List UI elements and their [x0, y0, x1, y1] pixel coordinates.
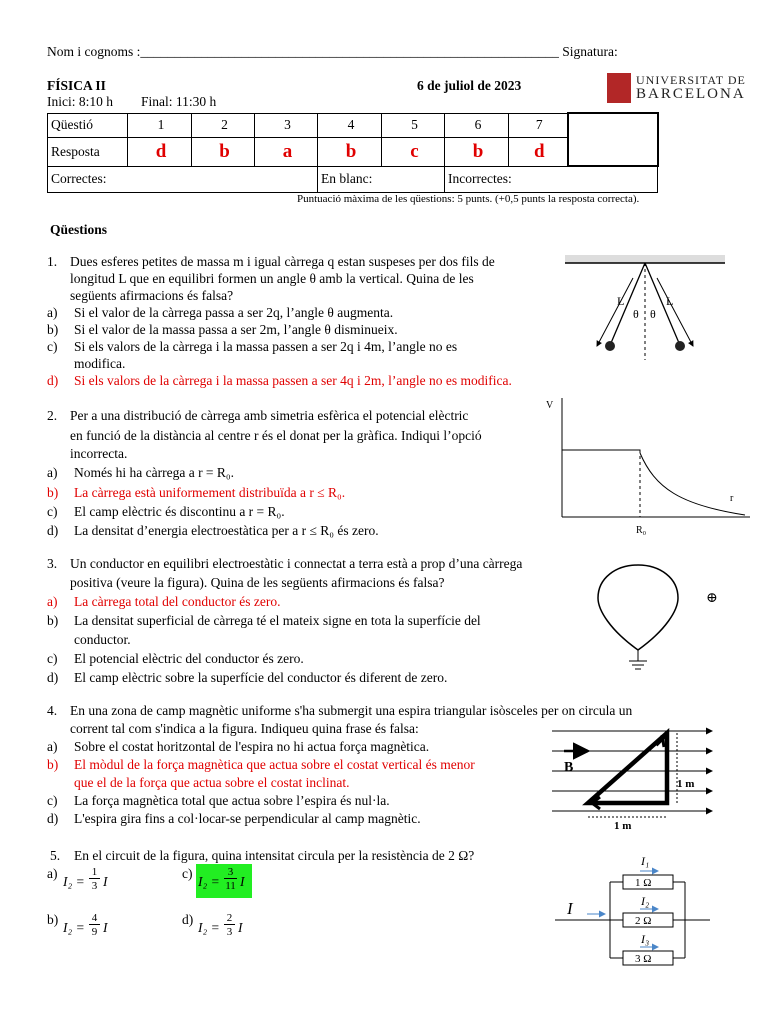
q5-circuit-figure [555, 850, 715, 968]
q5-number: 5. [50, 848, 61, 863]
q1-option-letter: a) [47, 305, 58, 320]
q1-stem-line: Dues esferes petites de massa m i igual càrrega q estan suspeses per dos fils de [70, 254, 495, 269]
university-name-bottom: BARCELONA [636, 86, 746, 102]
q2-option-letter: d) [47, 523, 59, 538]
scoring-note: Puntuació màxima de les qüestions: 5 punts. (+0,5 punts la resposta correcta). [297, 193, 640, 205]
name-line[interactable]: ______________________________________________________________ [140, 44, 559, 59]
q1-stem-line: següents afirmacions és falsa? [70, 288, 234, 303]
q1-number: 1. [47, 254, 58, 269]
signature-label: Signatura: [562, 44, 618, 59]
potential-constant [562, 450, 640, 453]
question-number: 4 [318, 113, 382, 137]
q4-option-a[interactable]: Sobre el costat horitzontal de l'espira no hi actua força magnètica. [74, 739, 430, 754]
q2-number: 2. [47, 408, 58, 423]
q1-option-d-correct[interactable]: Si els valors de la càrrega i la massa passen a ser 4q i 2m, l’angle no es modifica. [74, 373, 512, 388]
q4-number: 4. [47, 703, 58, 718]
answer-label: Resposta [48, 137, 128, 166]
q3-option-letter: d) [47, 670, 59, 685]
q4-option-letter: d) [47, 811, 59, 826]
question-number: 3 [255, 113, 318, 137]
q5-rhs: I [103, 920, 108, 935]
answer-cell[interactable]: c [382, 137, 445, 166]
resistor-2-label: 2 Ω [635, 915, 652, 927]
question-number: 1 [128, 113, 192, 137]
q3-conductor-figure [590, 560, 730, 680]
q1-option-c[interactable]: Si els valors de la càrrega i la massa passen a ser 2q i 4m, l’angle no es [74, 339, 458, 354]
section-title: Qüestions [50, 222, 108, 237]
totals-row [48, 166, 658, 192]
resistor-1-label: 1 Ω [635, 877, 652, 889]
q5-option-b[interactable] [47, 912, 108, 938]
conductor-shape [598, 565, 678, 650]
q5-option-letter: d) [182, 912, 194, 927]
axis-label-v: V [546, 400, 554, 411]
q4-option-letter: a) [47, 739, 58, 754]
q5-option-c-correct[interactable] [182, 866, 245, 892]
current-I3-label: I₃ [641, 932, 650, 946]
axis-label-r0: R₀ [636, 525, 647, 536]
q3-number: 3. [47, 556, 58, 571]
q3-option-letter: b) [47, 613, 59, 628]
current-I-label: I [567, 899, 573, 918]
name-row [47, 44, 618, 60]
question-label: Qüestió [48, 113, 128, 137]
q3-option-b[interactable]: La densitat superficial de càrrega té el mateix signe en tota la superfície del [74, 613, 481, 628]
q5-denominator: 3 [226, 926, 233, 938]
q5-rhs: I [103, 874, 108, 889]
q1-pendulum-figure [565, 250, 725, 365]
q5-lhs: I₂ = [198, 874, 220, 889]
q4-option-d[interactable]: L'espira gira fins a col·locar-se perpendicular al camp magnètic. [74, 811, 421, 826]
q3-option-a-correct[interactable]: La càrrega total del conductor és zero. [74, 594, 281, 609]
q1-option-c-cont: modifica. [74, 356, 126, 371]
answer-cell[interactable]: d [509, 137, 568, 166]
q4-option-c[interactable]: La força magnètica total que actua sobre l’espira és nul·la. [74, 793, 390, 808]
axis-label-r: r [730, 493, 734, 504]
q3-option-b-cont: conductor. [74, 632, 131, 647]
answer-table [47, 112, 659, 193]
q3-option-letter: c) [47, 651, 58, 666]
q4-option-letter: c) [47, 793, 58, 808]
q3-stem-line: positiva (veure la figura). Quina de les següents afirmacions és falsa? [70, 575, 445, 590]
q5-option-letter: a) [47, 866, 58, 881]
label-L-left: L [617, 294, 625, 308]
question-number: 7 [509, 113, 568, 137]
q5-numerator: 2 [224, 912, 235, 925]
end-time: Final: 11:30 h [141, 94, 217, 109]
q5-option-letter: c) [182, 866, 193, 881]
right-thread [645, 263, 679, 343]
correct-count[interactable]: Correctes: [48, 166, 318, 192]
q5-rhs: I [240, 874, 245, 889]
positive-charge-icon: ⊕ [706, 591, 718, 606]
q5-denominator: 9 [91, 926, 98, 938]
q5-lhs: I₂ = [63, 920, 85, 935]
score-box[interactable] [568, 113, 658, 166]
q4-option-b-cont: que el de la força que actua sobre el costat inclinat. [74, 775, 350, 790]
q2-option-b-correct[interactable]: La càrrega està uniformement distribuïda a r ≤ R₀. [74, 485, 346, 500]
q4-stem-line: En una zona de camp magnètic uniforme s'ha submergit una espira triangular isòsceles per on circula un [70, 703, 633, 718]
q5-denominator: 3 [91, 880, 98, 892]
q1-option-letter: d) [47, 373, 59, 388]
label-theta-right: θ [650, 307, 656, 321]
q5-rhs: I [238, 920, 243, 935]
q4-magnetic-field-figure [552, 725, 717, 833]
q2-stem-line: en funció de la distància al centre r és el donat per la gràfica. Indiqui l’opció [70, 428, 482, 443]
q3-option-d[interactable]: El camp elèctric sobre la superfície del conductor és diferent de zero. [74, 670, 448, 685]
q4-option-b-correct[interactable]: El mòdul de la força magnètica que actua sobre el costat vertical és menor [74, 757, 475, 772]
question-row [48, 113, 658, 137]
q5-numerator: 1 [89, 866, 100, 879]
answer-row [48, 137, 658, 166]
base-1m-label: 1 m [614, 820, 632, 832]
answer-cell[interactable]: b [445, 137, 509, 166]
university-name-top: UNIVERSITAT DE [636, 73, 746, 87]
q5-option-a[interactable] [47, 866, 108, 892]
q1-option-a[interactable]: Si el valor de la càrrega passa a ser 2q, l’angle θ augmenta. [74, 305, 394, 320]
label-L-right: L [666, 294, 674, 308]
answer-cell[interactable]: d [128, 137, 192, 166]
q2-stem-line: Per a una distribució de càrrega amb simetria esfèrica el potencial elèctric [70, 408, 469, 423]
q5-stem: En el circuit de la figura, quina intensitat circula per la resistència de 2 Ω? [74, 848, 475, 863]
q1-option-letter: b) [47, 322, 59, 337]
name-label: Nom i cognoms : [47, 44, 141, 59]
ceiling [565, 255, 725, 263]
q2-option-c[interactable]: El camp elèctric és discontinu a r = R₀. [74, 504, 285, 519]
q4-stem-line: corrent tal com s'indica a la figura. Indiqueu quina frase és falsa: [70, 721, 419, 736]
q3-stem-line: Un conductor en equilibri electroestàtic i connectat a terra està a prop d’una càrrega [70, 556, 523, 571]
q2-option-letter: c) [47, 504, 58, 519]
exam-date: 6 de juliol de 2023 [417, 78, 522, 93]
b-field-label: B [564, 760, 574, 775]
resistor-3-label: 3 Ω [635, 953, 652, 965]
q5-denominator: 11 [225, 880, 236, 892]
question-number: 5 [382, 113, 445, 137]
current-I1-label: I₁ [641, 854, 650, 868]
q5-option-letter: b) [47, 912, 59, 927]
label-theta-left: θ [633, 307, 639, 321]
incorrect-count[interactable]: Incorrectes: [445, 166, 658, 192]
subject-title: FÍSICA II [47, 78, 106, 93]
q2-option-a[interactable]: Només hi ha càrrega a r = R₀. [74, 465, 235, 480]
start-time: Inici: 8:10 h [47, 94, 113, 109]
q1-option-b[interactable]: Si el valor de la massa passa a ser 2m, l’angle θ disminueix. [74, 322, 398, 337]
question-number: 2 [192, 113, 255, 137]
q3-option-c[interactable]: El potencial elèctric del conductor és zero. [74, 651, 304, 666]
q1-option-letter: c) [47, 339, 58, 354]
q5-lhs: I₂ = [198, 920, 220, 935]
q5-numerator: 4 [89, 912, 100, 925]
q3-option-letter: a) [47, 594, 58, 609]
q1-stem-line: longitud L que en equilibri formen un angle θ amb la vertical. Quina de les [70, 271, 474, 286]
q2-stem-line: incorrecta. [70, 446, 128, 461]
q5-option-d[interactable] [182, 912, 243, 938]
q2-potential-graph [540, 393, 755, 543]
right-sphere [675, 341, 685, 351]
blank-count[interactable]: En blanc: [318, 166, 445, 192]
answer-cell[interactable]: b [318, 137, 382, 166]
left-sphere [605, 341, 615, 351]
current-I2-label: I₂ [641, 894, 650, 908]
q5-lhs: I₂ = [63, 874, 85, 889]
height-1m-label: 1 m [677, 778, 695, 790]
university-shield-icon [607, 73, 631, 103]
q2-option-d[interactable]: La densitat d’energia electroestàtica per a r ≤ R₀ és zero. [74, 523, 379, 538]
question-number: 6 [445, 113, 509, 137]
answer-cell[interactable]: b [192, 137, 255, 166]
q5-numerator: 3 [224, 866, 237, 879]
potential-decay [640, 453, 745, 515]
q2-option-letter: b) [47, 485, 59, 500]
q4-option-letter: b) [47, 757, 59, 772]
answer-cell[interactable]: a [255, 137, 318, 166]
q2-option-letter: a) [47, 465, 58, 480]
